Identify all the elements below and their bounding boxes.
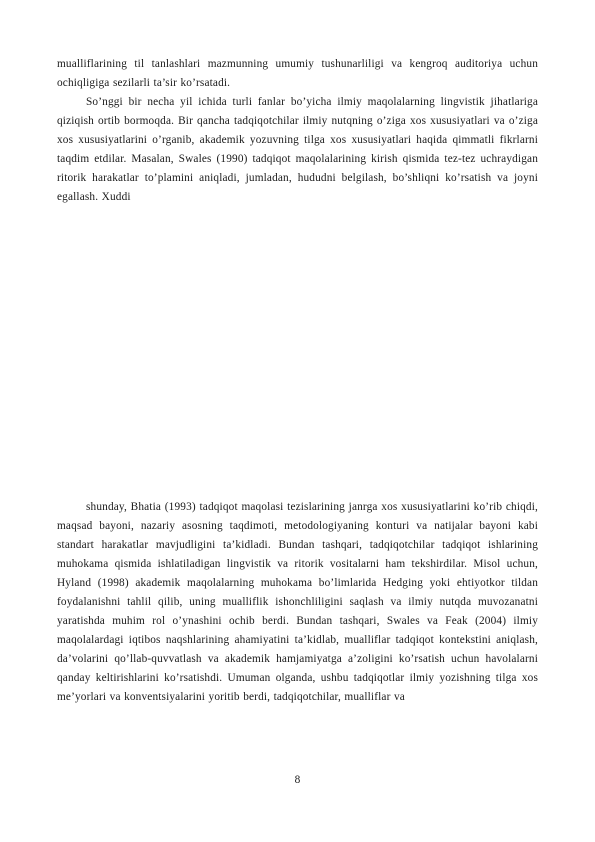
page-number: 8 (294, 774, 301, 786)
paragraph: So’nggi bir necha yil ichida turli fanlar bo’yicha ilmiy maqolalarning lingvistik jihatlariga qiziqish ortib bormoqda. Bir qancha tadqiqotchilar ilmiy nutqning o’ziga xos xususiyatlari va o’ziga xos xususiyatlarini o’rganib, akademik yozuvning tilga xos xususiyatlari haqida qimmatli fikrlarni taqdim etdilar. Masalan, Swales (1990) tadqiqot maqolalarining kirish qismida tez-tez uchraydigan ritorik harakatlar to’plamini aniqladi, jumladan, hududni belgilash, bo’shliqni ko’rsatish va joyni egallash. Xuddi (57, 96, 538, 203)
text-block-bottom (57, 498, 538, 707)
blank-area (57, 250, 538, 490)
text-block-top (57, 55, 538, 207)
paragraph: shunday, Bhatia (1993) tadqiqot maqolasi tezislarining janrga xos xususiyatlarini ko’rib chiqdi, maqsad bayoni, nazariy asosning taqdimoti, metodologiyaning konturi va natijalar bayoni kabi standart harakatlar mavjudligini ta’kidladi. Bundan tashqari, tadqiqotchilar tadqiqot ishlarining muhokama qismida ishlatiladigan lingvistik va ritorik vositalarni ham tekshirdilar. Misol uchun, Hyland (1998) akademik maqolalarning muhokama bo’limlarida Hedging yoki ehtiyotkor tildan foydalanishni tahlil qilib, uning mualliflik ishonchliligini saqlash va ilmiy nutqda muvozanatni yaratishda muhim rol o’ynashini ochib berdi. Bundan tashqari, Swales va Feak (2004) ilmiy maqolalardagi iqtibos naqshlarining ahamiyatini ta’kidlab, mualliflar tadqiqot kontekstini aniqlash, da’volarini qo’llab-quvvatlash va akademik hamjamiyatga a’zoligini ko’rsatish uchun havolalarni qanday keltirishlarini ko’rsatishdi. Umuman olganda, ushbu tadqiqotlar ilmiy yozishning tilga xos me’yorlari va konventsiyalarini yoritib berdi, tadqiqotchilar, mualliflar va (57, 501, 538, 703)
paragraph-continuation: mualliflarining til tanlashlari mazmunning umumiy tushunarliligi va kengroq auditoriya uchun ochiqligiga sezilarli ta’sir ko’rsatadi. (57, 58, 538, 89)
